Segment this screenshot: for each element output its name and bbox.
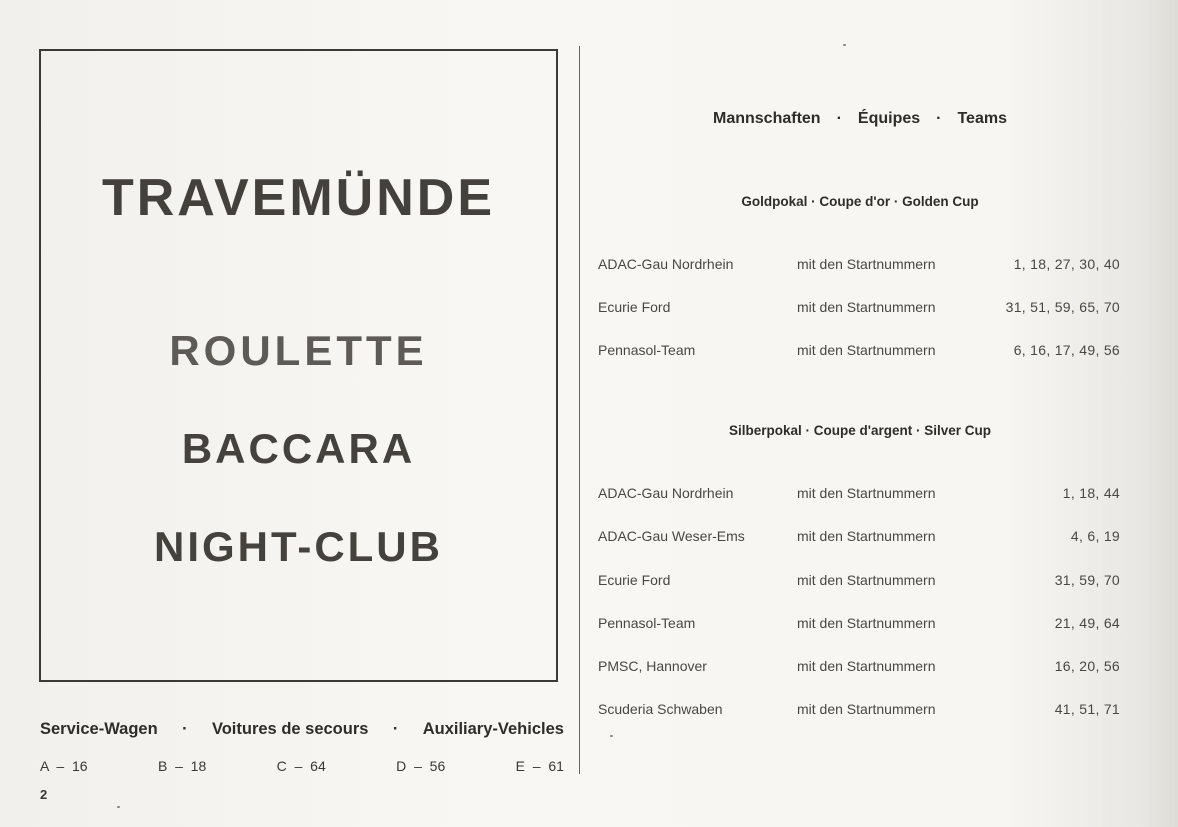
gold-cup-row [598, 342, 1120, 362]
silver-cup-row [598, 485, 1120, 505]
vehicle-item: B – 18 [157, 758, 207, 774]
gold-cup-row [598, 256, 1120, 276]
start-numbers-label: mit den Startnummern [797, 256, 936, 272]
advertisement-box [39, 49, 558, 682]
vehicle-item: E – 61 [515, 758, 564, 774]
start-numbers-label: mit den Startnummern [797, 658, 936, 674]
title-separator: · [836, 110, 842, 127]
teams-title [590, 110, 1130, 128]
heading-separator: · [182, 720, 188, 738]
vehicle-item: C – 64 [276, 758, 326, 774]
silver-cup-title: Silberpokal · Coupe d'argent · Silver Cup [729, 423, 991, 438]
start-numbers: 6, 16, 17, 49, 56 [1013, 342, 1120, 358]
start-numbers: 41, 51, 71 [1054, 701, 1120, 717]
start-numbers-label: mit den Startnummern [797, 572, 936, 588]
team-name: ADAC-Gau Nordrhein [598, 256, 734, 272]
teams-title-french: Équipes [857, 110, 921, 127]
teams-title-german: Mannschaften [713, 110, 821, 127]
team-name: ADAC-Gau Weser-Ems [598, 528, 745, 544]
start-numbers: 31, 51, 59, 65, 70 [1005, 299, 1120, 315]
page-divider [579, 46, 580, 774]
gold-cup-row [598, 299, 1120, 319]
team-name: Ecurie Ford [598, 299, 671, 315]
print-speck [843, 44, 846, 46]
team-name: Ecurie Ford [598, 572, 671, 588]
ad-roulette: ROULETTE [169, 327, 428, 374]
start-numbers: 4, 6, 19 [1070, 528, 1120, 544]
start-numbers-label: mit den Startnummern [797, 485, 936, 501]
start-numbers-label: mit den Startnummern [797, 528, 936, 544]
team-name: ADAC-Gau Nordrhein [598, 485, 734, 501]
service-heading-german: Service-Wagen [40, 720, 158, 738]
print-speck [117, 806, 120, 808]
service-vehicles-heading [40, 720, 564, 739]
start-numbers: 21, 49, 64 [1054, 615, 1120, 631]
start-numbers: 16, 20, 56 [1054, 658, 1120, 674]
title-separator: · [936, 110, 942, 127]
teams-title-english: Teams [957, 110, 1007, 127]
ad-title: TRAVEMÜNDE [101, 169, 496, 227]
page-number: 2 [40, 787, 48, 802]
heading-separator: · [392, 720, 399, 738]
silver-cup-row [598, 658, 1120, 678]
team-name: Pennasol-Team [598, 615, 696, 631]
start-numbers-label: mit den Startnummern [797, 299, 936, 315]
ad-baccara: BACCARA [181, 425, 416, 472]
team-name: PMSC, Hannover [598, 658, 707, 674]
start-numbers-label: mit den Startnummern [797, 615, 936, 631]
silver-cup-row [598, 615, 1120, 635]
gold-cup-title: Goldpokal · Coupe d'or · Golden Cup [741, 194, 979, 209]
start-numbers: 31, 59, 70 [1054, 572, 1120, 588]
silver-cup-row [598, 528, 1120, 548]
ad-night-club: NIGHT-CLUB [154, 523, 443, 570]
silver-cup-row [598, 701, 1120, 721]
service-vehicle-list [40, 758, 564, 774]
service-heading-french: Voitures de secours [211, 720, 369, 738]
print-speck [610, 735, 613, 737]
silver-cup-row [598, 572, 1120, 592]
start-numbers: 1, 18, 44 [1062, 485, 1120, 501]
vehicle-item: D – 56 [396, 758, 446, 774]
vehicle-item: A – 16 [40, 758, 88, 774]
team-name: Scuderia Schwaben [598, 701, 723, 717]
team-name: Pennasol-Team [598, 342, 696, 358]
start-numbers-label: mit den Startnummern [797, 701, 936, 717]
start-numbers: 1, 18, 27, 30, 40 [1013, 256, 1120, 272]
service-heading-english: Auxiliary-Vehicles [422, 720, 564, 738]
start-numbers-label: mit den Startnummern [797, 342, 936, 358]
